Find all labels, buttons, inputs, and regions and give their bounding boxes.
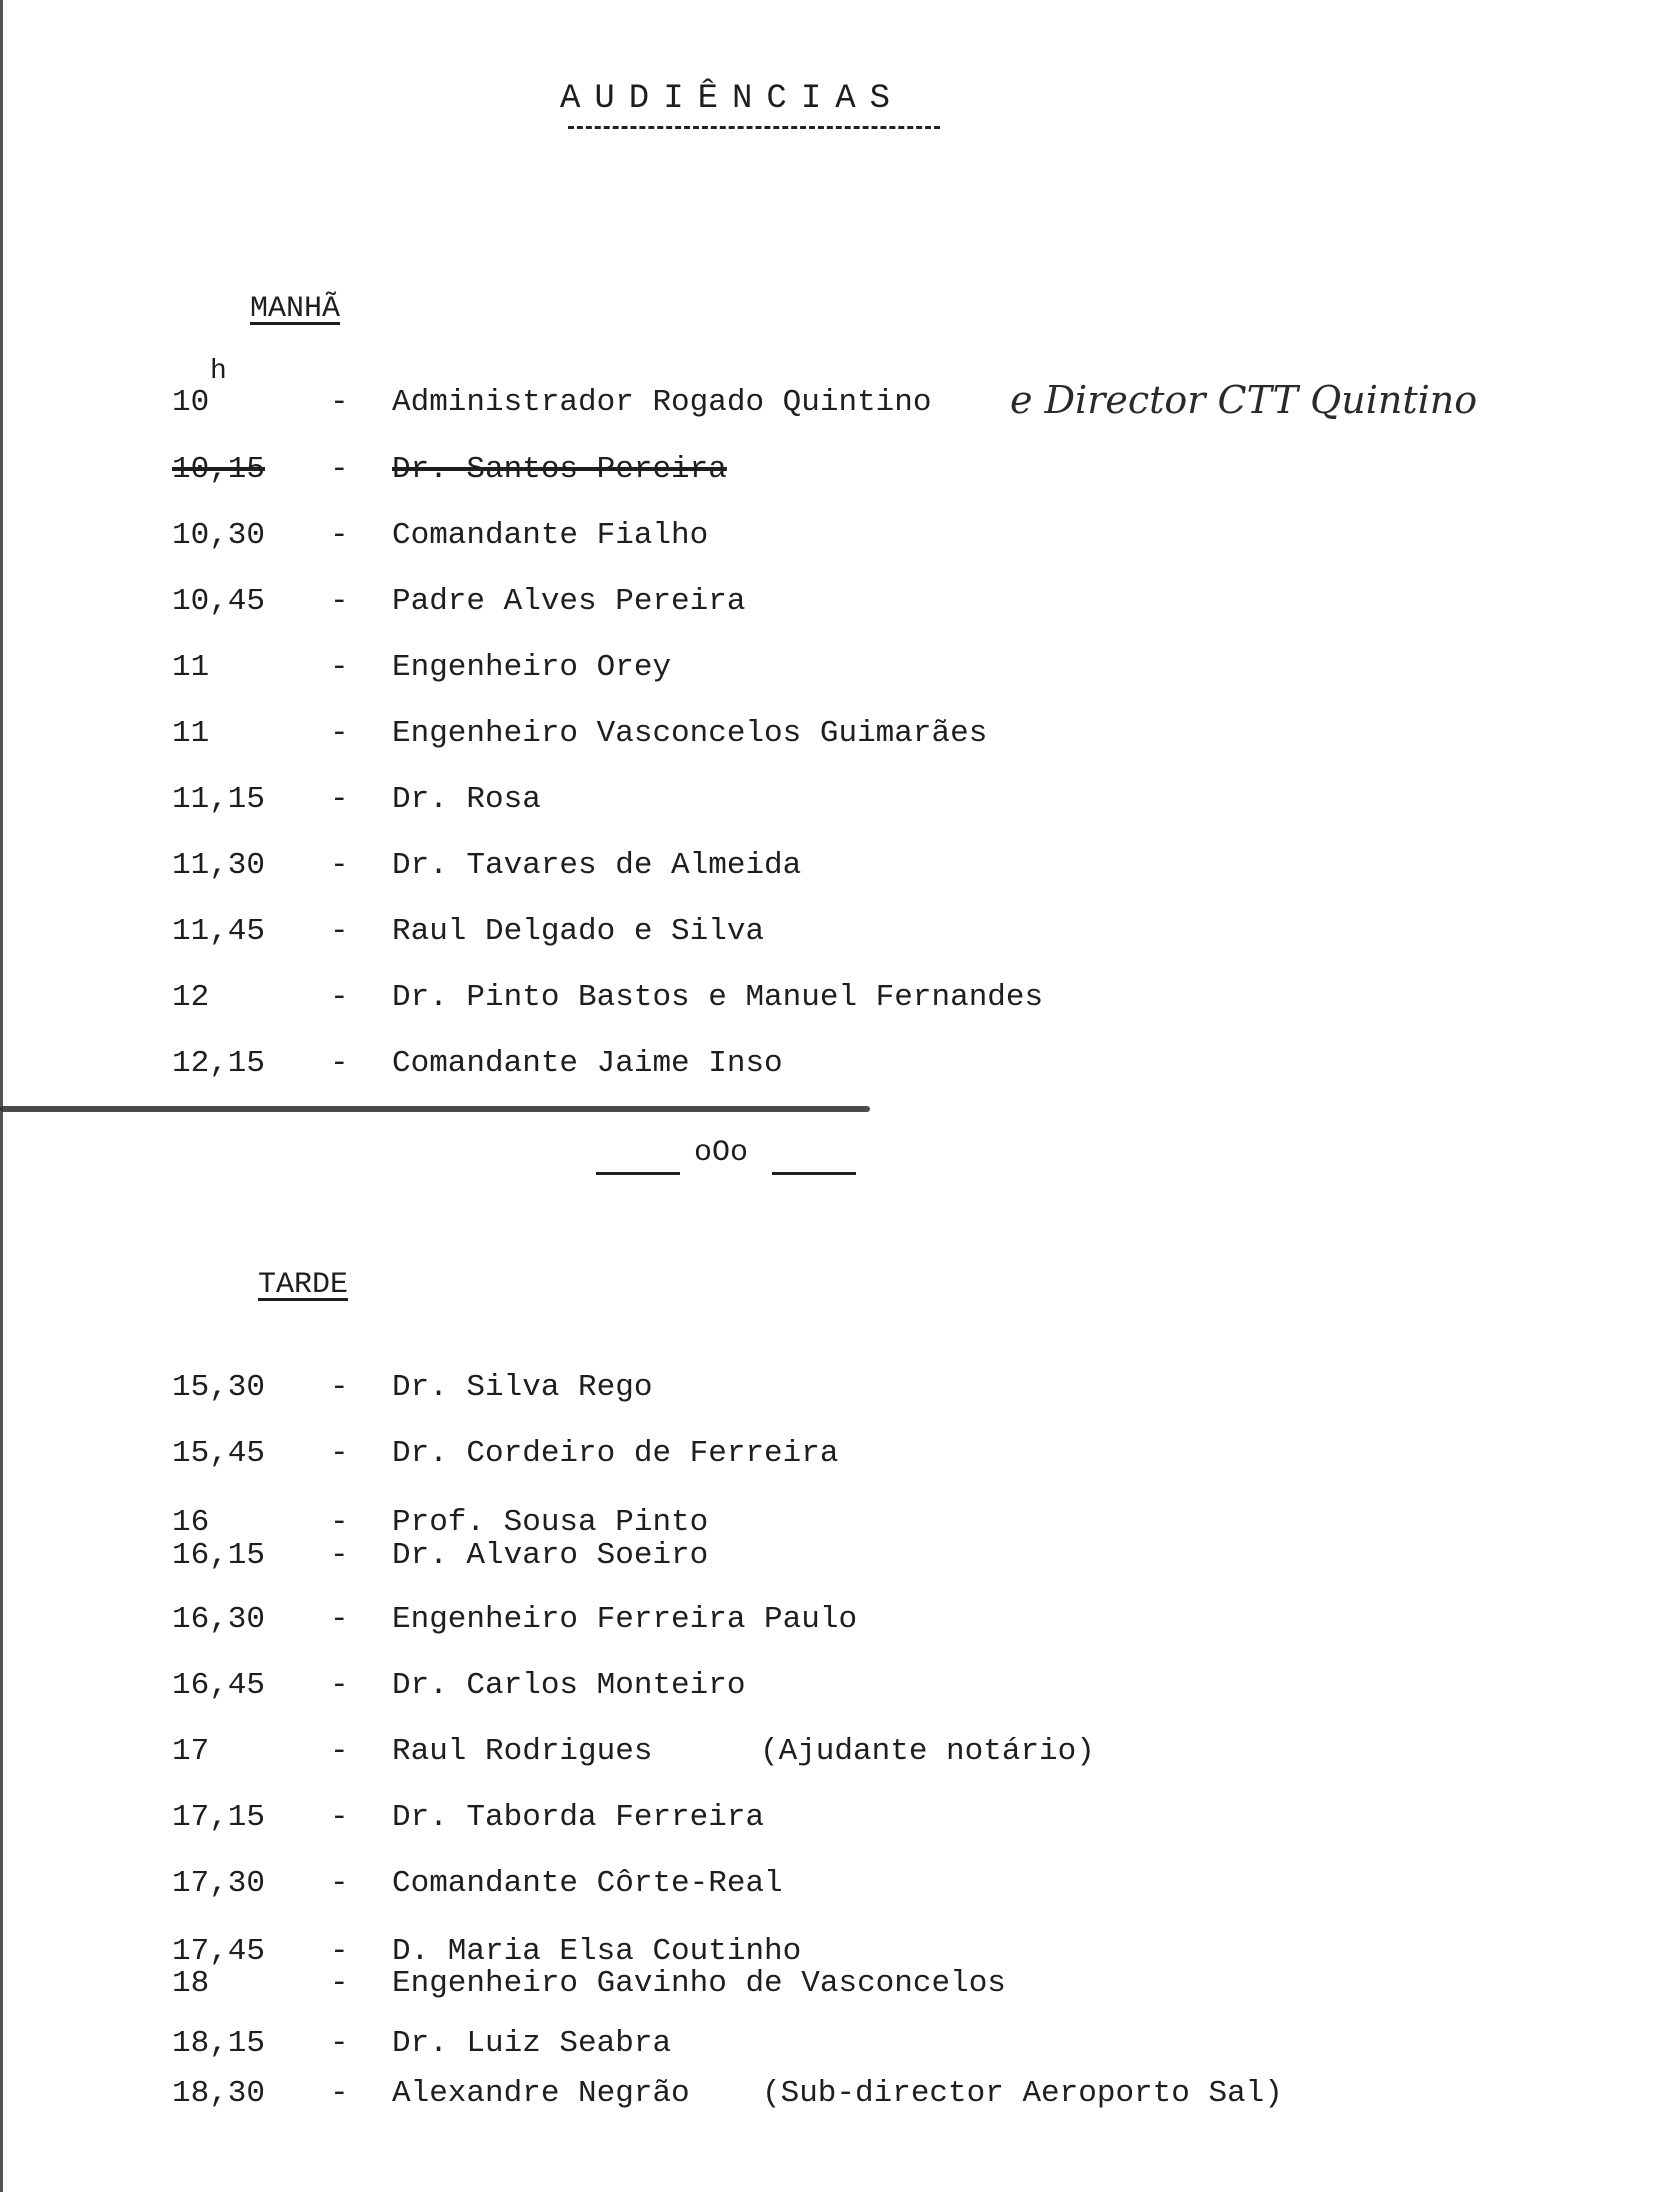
entry-time: 16,45 <box>172 1668 266 1703</box>
afternoon-label: TARDE <box>258 1268 349 1302</box>
entry-dash: - <box>330 1602 349 1637</box>
title-underline <box>568 126 940 129</box>
entry-time: 11 <box>172 650 210 685</box>
entry-dash: - <box>330 1800 349 1835</box>
entry-dash: - <box>330 782 349 817</box>
entry-dash: - <box>330 1966 349 2001</box>
entry-name: Administrador Rogado Quintino <box>392 385 932 420</box>
entry-name: Prof. Sousa Pinto <box>392 1505 709 1540</box>
entry-name: Padre Alves Pereira <box>392 584 746 619</box>
entry-time: 11,45 <box>172 914 266 949</box>
entry-name: Engenheiro Orey <box>392 650 672 685</box>
entry-dash: - <box>330 2026 349 2061</box>
entry-dash: - <box>330 518 349 553</box>
entry-time: 17,15 <box>172 1800 266 1835</box>
entry-name: Dr. Luiz Seabra <box>392 2026 672 2061</box>
entry-name: Dr. Santos Pereira <box>392 452 727 487</box>
entry-note: (Ajudante notário) <box>760 1734 1095 1769</box>
entry-dash: - <box>330 584 349 619</box>
entry-name: Dr. Rosa <box>392 782 541 817</box>
entry-name: Comandante Côrte-Real <box>392 1866 783 1901</box>
entry-time: 10,45 <box>172 584 266 619</box>
entry-name: Comandante Jaime Inso <box>392 1046 783 1081</box>
entry-time: 18,15 <box>172 2026 266 2061</box>
entry-time: 17 <box>172 1734 210 1769</box>
entry-time: 12,15 <box>172 1046 266 1081</box>
entry-dash: - <box>330 1538 349 1573</box>
entry-dash: - <box>330 1734 349 1769</box>
entry-time: 16,15 <box>172 1538 266 1573</box>
separator-line-right <box>772 1172 856 1175</box>
entry-time: 17,30 <box>172 1866 266 1901</box>
scan-artifact-line <box>0 1106 870 1112</box>
entry-name: D. Maria Elsa Coutinho <box>392 1934 802 1969</box>
entry-dash: - <box>330 1866 349 1901</box>
entry-dash: - <box>330 452 349 487</box>
entry-time: 10 <box>172 385 210 420</box>
entry-dash: - <box>330 914 349 949</box>
entry-dash: - <box>330 1934 349 1969</box>
entry-time: 18 <box>172 1966 210 2001</box>
entry-dash: - <box>330 980 349 1015</box>
entry-time: 12 <box>172 980 210 1015</box>
entry-name: Alexandre Negrão <box>392 2076 690 2111</box>
entry-time: 15,30 <box>172 1370 266 1405</box>
entry-name: Dr. Taborda Ferreira <box>392 1800 765 1835</box>
entry-time: 11 <box>172 716 210 751</box>
hour-mark: h <box>210 356 227 387</box>
entry-name: Raul Rodrigues <box>392 1734 653 1769</box>
handwritten-note: e Director CTT Quintino <box>1010 378 1478 422</box>
entry-dash: - <box>330 650 349 685</box>
entry-name: Dr. Cordeiro de Ferreira <box>392 1436 839 1471</box>
separator-line-left <box>596 1172 680 1175</box>
entry-time: 18,30 <box>172 2076 266 2111</box>
entry-time: 15,45 <box>172 1436 266 1471</box>
entry-note: (Sub-director Aeroporto Sal) <box>762 2076 1283 2111</box>
entry-name: Dr. Silva Rego <box>392 1370 653 1405</box>
entry-name: Dr. Tavares de Almeida <box>392 848 802 883</box>
entry-dash: - <box>330 1046 349 1081</box>
entry-name: Dr. Pinto Bastos e Manuel Fernandes <box>392 980 1044 1015</box>
entry-time: 17,45 <box>172 1934 266 1969</box>
scan-edge <box>0 0 3 2192</box>
section-separator <box>596 1136 856 1180</box>
entry-dash: - <box>330 1668 349 1703</box>
entry-name: Dr. Carlos Monteiro <box>392 1668 746 1703</box>
entry-time: 11,30 <box>172 848 266 883</box>
page-title: AUDIÊNCIAS <box>560 80 905 118</box>
entry-dash: - <box>330 1505 349 1540</box>
entry-name: Dr. Alvaro Soeiro <box>392 1538 709 1573</box>
entry-time: 16 <box>172 1505 210 1540</box>
entry-name: Engenheiro Vasconcelos Guimarães <box>392 716 988 751</box>
entry-dash: - <box>330 2076 349 2111</box>
entry-name: Engenheiro Ferreira Paulo <box>392 1602 858 1637</box>
entry-name: Raul Delgado e Silva <box>392 914 765 949</box>
entry-time: 16,30 <box>172 1602 266 1637</box>
entry-name: Comandante Fialho <box>392 518 709 553</box>
entry-dash: - <box>330 1436 349 1471</box>
entry-time: 10,30 <box>172 518 266 553</box>
separator-mark: oOo <box>694 1136 749 1170</box>
entry-name: Engenheiro Gavinho de Vasconcelos <box>392 1966 1006 2001</box>
entry-dash: - <box>330 848 349 883</box>
entry-time: 11,15 <box>172 782 266 817</box>
entry-dash: - <box>330 1370 349 1405</box>
morning-label: MANHÃ <box>250 292 341 326</box>
entry-dash: - <box>330 716 349 751</box>
entry-time: 10,15 <box>172 452 266 487</box>
entry-dash: - <box>330 385 349 420</box>
